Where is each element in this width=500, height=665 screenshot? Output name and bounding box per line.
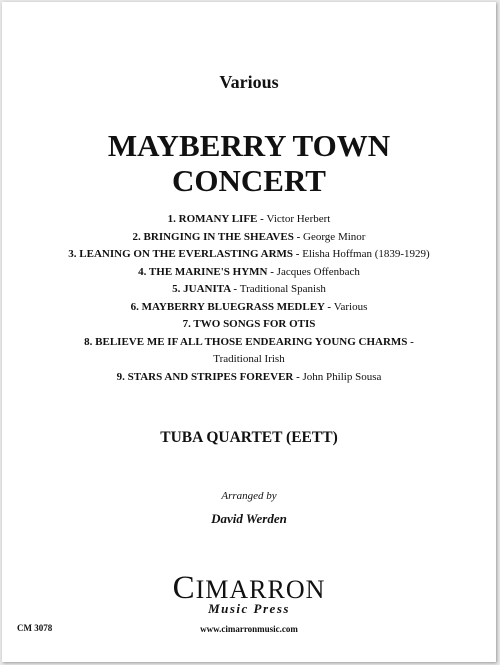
contents-line: [2, 334, 496, 352]
title-line-1: MAYBERRY TOWN: [107, 128, 391, 163]
catalog-number: CM 3078: [17, 623, 53, 633]
arranged-by-label: Arranged by: [221, 490, 277, 502]
piece-title: 9. STARS AND STRIPES FOREVER: [116, 370, 294, 383]
separator: -: [230, 283, 240, 295]
separator: -: [293, 248, 303, 260]
contents-line: [2, 229, 496, 247]
title-line-2: CONCERT: [172, 163, 326, 198]
collection-title: [2, 128, 496, 198]
separator: -: [324, 300, 334, 313]
piece-title: 5. JUANITA: [172, 283, 231, 295]
piece-credit: John Philip Sousa: [302, 370, 382, 383]
piece-credit: George Minor: [303, 230, 366, 243]
contents-line: [2, 264, 496, 282]
piece-title: 3. LEANING ON THE EVERLASTING ARMS: [68, 248, 294, 260]
contents-line: [2, 351, 496, 369]
arranger-name: David Werden: [211, 511, 287, 526]
score-cover-page: [2, 2, 496, 662]
separator: -: [293, 230, 304, 243]
piece-credit: Victor Herbert: [266, 213, 331, 225]
separator: -: [267, 265, 277, 278]
piece-title: 2. BRINGING IN THE SHEAVES: [132, 230, 294, 243]
separator: -: [407, 335, 414, 348]
contents-line: [2, 316, 496, 334]
separator: -: [257, 213, 267, 225]
piece-title: 8. BELIEVE ME IF ALL THOSE ENDEARING YOUNG CHARMS: [84, 335, 408, 348]
piece-title: 1. ROMANY LIFE: [167, 213, 258, 225]
ensemble-label: TUBA QUARTET (EETT): [160, 429, 338, 446]
piece-credit: Traditional Irish: [213, 353, 285, 365]
publisher-name: [2, 570, 496, 606]
contents-line: [2, 369, 496, 387]
piece-title: 7. TWO SONGS FOR OTIS: [182, 318, 316, 330]
piece-credit: Various: [333, 300, 368, 313]
piece-credit: Traditional Spanish: [239, 283, 326, 295]
contents-line: [2, 211, 496, 229]
composer-credit: Various: [219, 72, 279, 92]
separator: -: [293, 370, 303, 383]
publisher-url: www.cimarronmusic.com: [200, 624, 298, 634]
contents-line: [2, 281, 496, 299]
piece-title: 4. THE MARINE'S HYMN: [138, 265, 268, 278]
piece-credit: Jacques Offenbach: [276, 265, 360, 278]
publisher-name-rest: IMARRON: [195, 575, 326, 604]
publisher-name-initial: C: [172, 570, 196, 606]
contents-list: [2, 211, 496, 386]
contents-line: [2, 246, 496, 264]
contents-line: [2, 299, 496, 317]
publisher-logo: [2, 570, 496, 617]
piece-title: 6. MAYBERRY BLUEGRASS MEDLEY: [130, 300, 325, 313]
publisher-tagline: Music Press: [208, 601, 290, 616]
piece-credit: Elisha Hoffman (1839-1929): [302, 248, 430, 260]
